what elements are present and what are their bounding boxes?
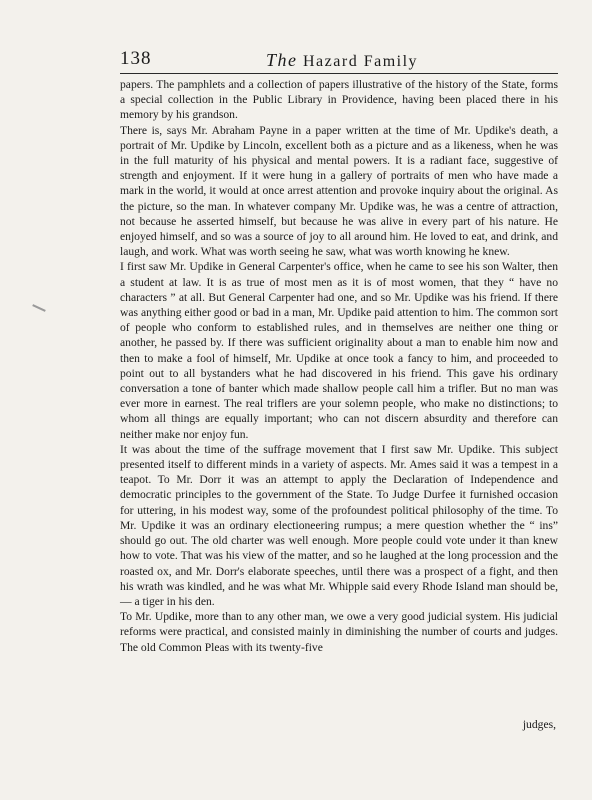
page-number: 138 [120, 48, 152, 69]
paragraph-3: I first saw Mr. Updike in General Carpenter's office, when he came to see his son Walter, then a student at law. It is as true of most men as it is of most women, that they “ have no characters ” at all. But General Carpenter had one, and so Mr. Updike was his friend. If there was anything either good or bad in a man, Mr. Updike paid attention to him. The common sort of people who conform to established rules, and in themselves are neither one thing or another, he passed by. If there was sufficient originality about a man to enable him now and then to make a fool of himself, Mr. Updike at once took a fancy to him, and proceeded to point out to all bystanders what he had discovered in his friend. This gave his ordinary conversation a tone of banter which made shallow people call him a trifler. But no man was ever more in earnest. The real triflers are your solemn people, who make no distinctions; to whom all things are equally important; who can not discern absurdity and therefore can neither make nor enjoy fun. [120, 260, 558, 441]
running-head-title: Hazard Family [303, 53, 419, 70]
catchword: judges, [522, 718, 556, 731]
running-head-prefix: The [266, 50, 298, 70]
body-text [120, 77, 558, 655]
paragraph-2: There is, says Mr. Abraham Payne in a paper written at the time of Mr. Updike's death, a portrait of Mr. Updike by Lincoln, excellent both as a picture and as a likeness, when he was in the full maturity of his physical and mental powers. It is a radiant face, suggestive of strength and enjoyment. If it were hung in a gallery of portraits of men who have made a mark in the world, it would at once arrest attention and provoke inquiry about the original. As the picture, so the man. In whatever company Mr. Updike was, he was a centre of attraction, not because he asserted himself, but because he was alive in every part of his nature. He enjoyed himself, and so was a source of joy to all around him. He loved to eat, and drink, and laugh, and work. What was worth seeing he saw, what was worth knowing he knew. [120, 123, 558, 259]
running-head [266, 50, 418, 71]
paragraph-1: papers. The pamphlets and a collection of papers illustrative of the history of the State, forms a special collection in the Public Library in Providence, having been placed there in his memory by his grandson. [120, 78, 558, 122]
paragraph-4: It was about the time of the suffrage movement that I first saw Mr. Updike. This subject presented itself to different minds in a variety of aspects. Mr. Ames said it was a tempest in a teapot. To Mr. Dorr it was an attempt to apply the Declaration of Independence and democratic principles to the government of the State. To Judge Durfee it furnished occasion for uttering, in his modest way, some of the profoundest political philosophy of the time. To Mr. Updike it was an ordinary electioneering rumpus; a mere question whether the “ ins” should go out. The old charter was well enough. More people could vote under it than knew how to vote. That was his view of the matter, and so he laughed at the long procession and the roasted ox, and Mr. Dorr's elaborate speeches, until there was a prospect of a fight, and then his wrath was kindled, and he was what Mr. Whipple said every Rhode Island man should be, — a tiger in his den. [120, 442, 558, 608]
paragraph-5: To Mr. Updike, more than to any other man, we owe a very good judicial system. His judicial reforms were practical, and consisted mainly in diminishing the number of courts and judges. The old Common Pleas with its twenty-five [120, 610, 558, 654]
margin-pencil-mark [32, 304, 46, 312]
page-header [120, 48, 556, 70]
header-rule [120, 73, 558, 74]
